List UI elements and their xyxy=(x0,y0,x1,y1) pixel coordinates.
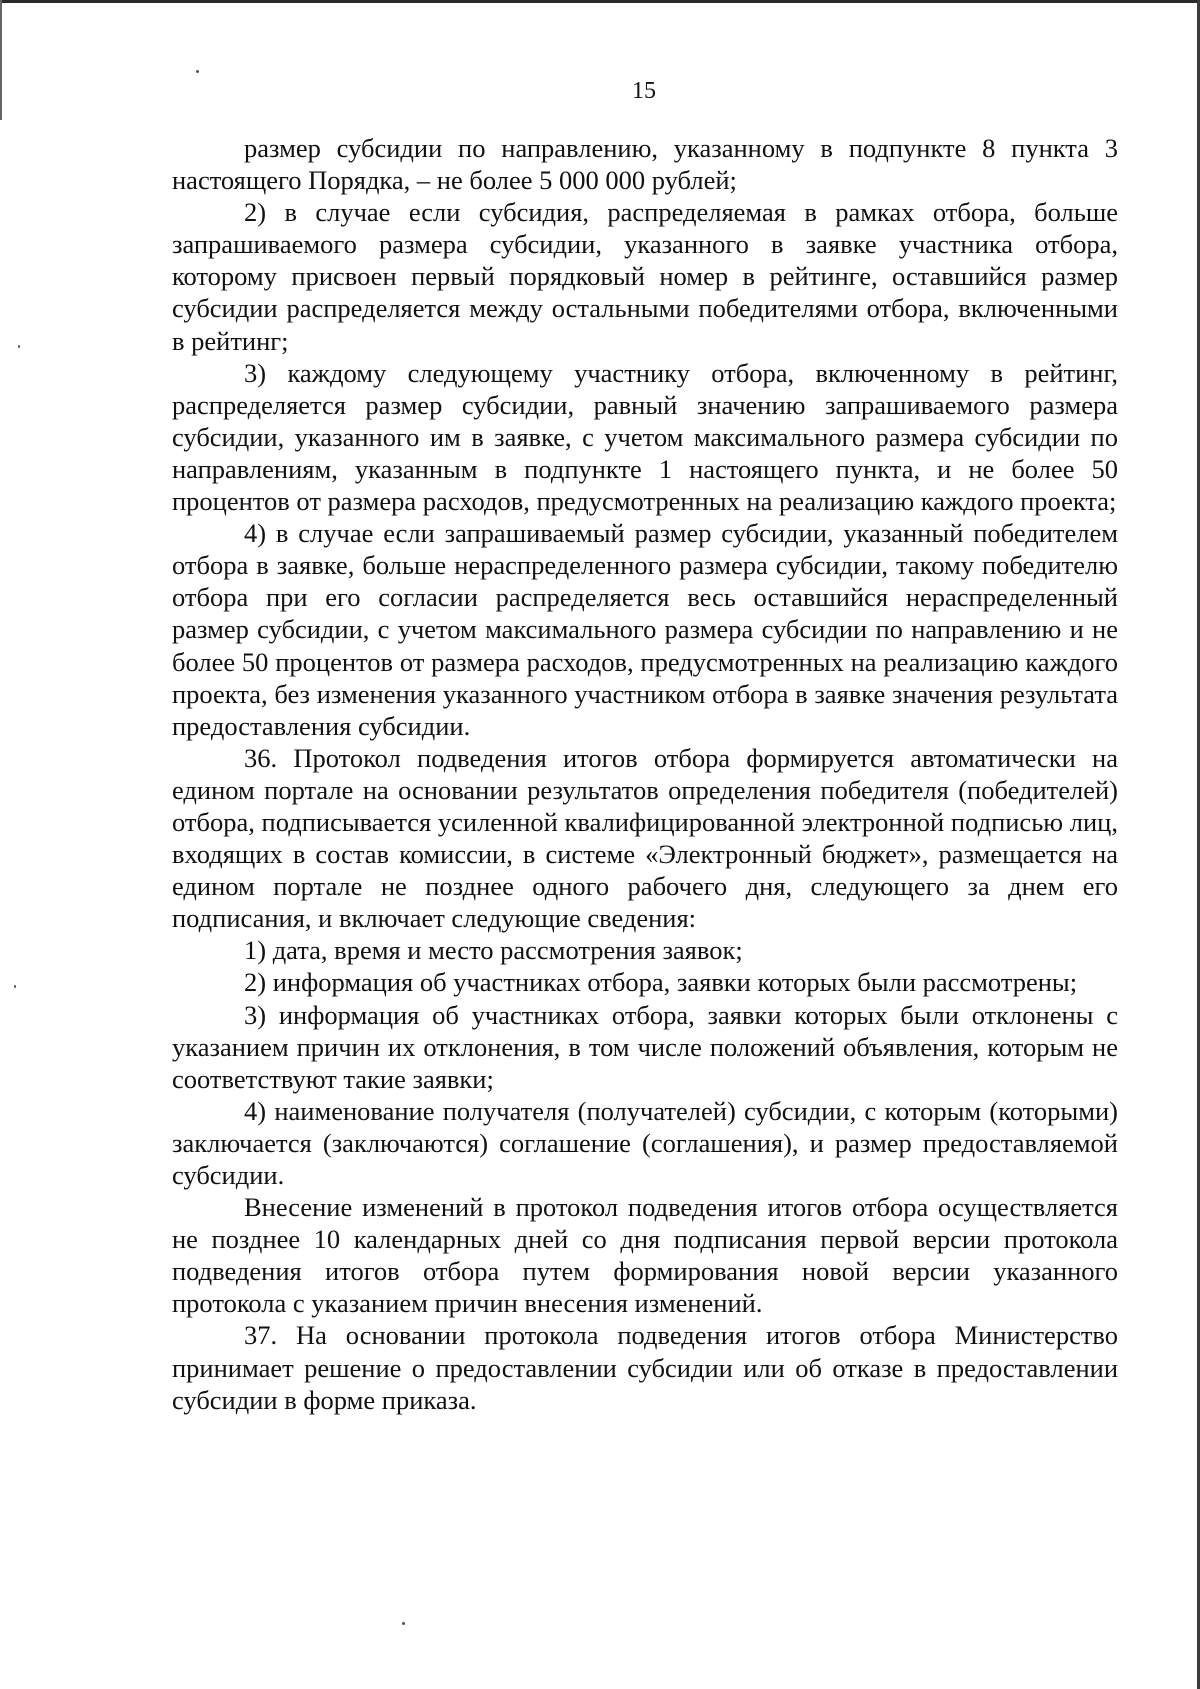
paragraph: 3) информация об участниках отбора, заявки которых были отклонены с указанием причин их отклонения, в том числе положений объявления, которым не соответствуют такие заявки; xyxy=(172,999,1118,1094)
paragraph: 36. Протокол подведения итогов отбора формируется автоматически на едином портале на основании результатов определения победителя (победителей) отбора, подписывается усиленной квалифицированной электронной подписью лиц, входящих в состав комиссии, в системе «Электронный бюджет», размещается на едином портале не позднее одного рабочего дня, следующего за днем его подписания, и включает следующие сведения: xyxy=(172,742,1118,934)
paragraph: 4) в случае если запрашиваемый размер субсидии, указанный победителем отбора в заявке, больше нераспределенного размера субсидии, такому победителю отбора при его согласии распределяется весь оставшийся нераспределенный размер субсидии, с учетом максимального размера субсидии по направлению и не более 50 процентов от размера расходов, предусмотренных на реализацию каждого проекта, без изменения указанного участником отбора в заявке значения результата предоставления субсидии. xyxy=(172,518,1118,741)
paragraph: 4) наименование получателя (получателей) субсидии, с которым (которыми) заключается (заключаются) соглашение (соглашения), и размер предоставляемой субсидии. xyxy=(172,1095,1118,1190)
paragraph: 2) в случае если субсидия, распределяемая в рамках отбора, больше запрашиваемого размера субсидии, указанного в заявке участника отбора, которому присвоен первый порядковый номер в рейтинге, оставшийся размер субсидии распределяется между остальными победителями отбора, включенными в рейтинг; xyxy=(172,197,1118,356)
paragraph: 37. На основании протокола подведения итогов отбора Министерство принимает решение о предоставлении субсидии или об отказе в предоставлении субсидии в форме приказа. xyxy=(172,1320,1118,1415)
document-body xyxy=(172,132,1118,1416)
paragraph: 2) информация об участниках отбора, заявки которых были рассмотрены; xyxy=(244,967,1078,998)
scan-edge-top xyxy=(0,0,1200,3)
paragraph: Внесение изменений в протокол подведения итогов отбора осуществляется не позднее 10 календарных дней со дня подписания первой версии протокола подведения итогов отбора путем формирования новой версии указанного протокола с указанием причин внесения изменений. xyxy=(172,1192,1118,1319)
paragraph: 1) дата, время и место рассмотрения заявок; xyxy=(244,935,743,966)
scan-speck xyxy=(196,70,199,73)
page-number: 15 xyxy=(632,78,656,104)
paragraph: 3) каждому следующему участнику отбора, включенному в рейтинг, распределяется размер субсидии, равный значению запрашиваемого размера субсидии, указанного им в заявке, с учетом максимального размера субсидии по направлениям, указанным в подпункте 1 настоящего пункта, и не более 50 процентов от размера расходов, предусмотренных на реализацию каждого проекта; xyxy=(172,357,1118,517)
scan-speck xyxy=(18,345,20,348)
scan-speck xyxy=(14,985,16,988)
scan-speck xyxy=(402,1622,405,1625)
paragraph: размер субсидии по направлению, указанному в подпункте 8 пункта 3 настоящего Порядка, – не более 5 000 000 рублей; xyxy=(172,133,1118,196)
